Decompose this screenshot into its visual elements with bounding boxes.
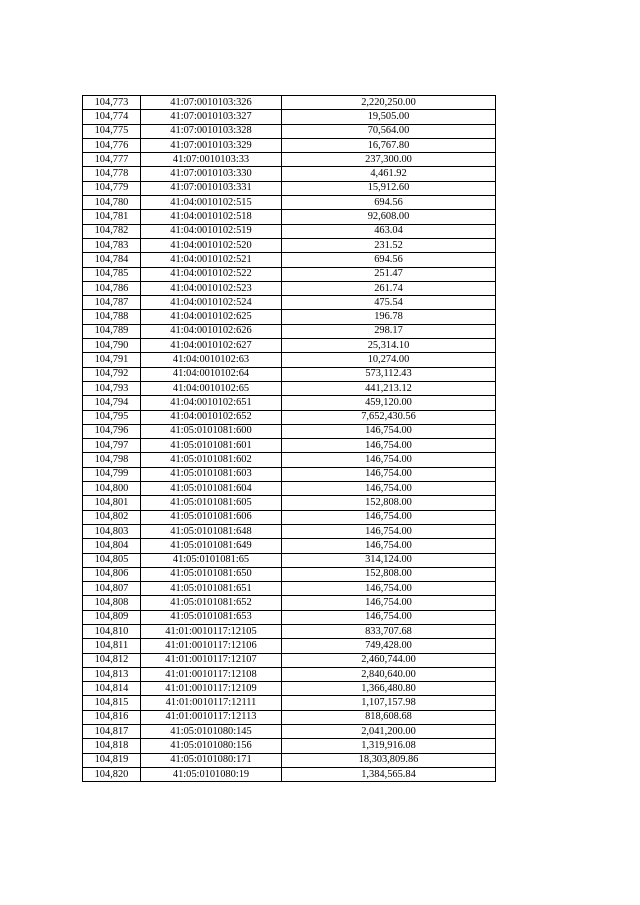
row-number-cell: 104,806 xyxy=(83,567,141,581)
table-row xyxy=(83,396,496,410)
table-row xyxy=(83,253,496,267)
table-row xyxy=(83,210,496,224)
value-cell: 146,754.00 xyxy=(282,482,496,496)
table-row xyxy=(83,739,496,753)
table-body xyxy=(83,96,496,782)
value-cell: 10,274.00 xyxy=(282,353,496,367)
table-row xyxy=(83,267,496,281)
row-number-cell: 104,800 xyxy=(83,482,141,496)
row-number-cell: 104,785 xyxy=(83,267,141,281)
table-row xyxy=(83,639,496,653)
cadastral-number-cell: 41:01:0010117:12105 xyxy=(141,624,282,638)
cadastral-number-cell: 41:07:0010103:330 xyxy=(141,167,282,181)
table-row xyxy=(83,181,496,195)
cadastral-number-cell: 41:05:0101081:603 xyxy=(141,467,282,481)
cadastral-number-cell: 41:05:0101080:156 xyxy=(141,739,282,753)
value-cell: 152,808.00 xyxy=(282,496,496,510)
value-cell: 146,754.00 xyxy=(282,582,496,596)
value-cell: 475.54 xyxy=(282,296,496,310)
value-cell: 146,754.00 xyxy=(282,439,496,453)
cadastral-number-cell: 41:05:0101081:606 xyxy=(141,510,282,524)
cadastral-number-cell: 41:05:0101081:652 xyxy=(141,596,282,610)
value-cell: 146,754.00 xyxy=(282,524,496,538)
value-cell: 146,754.00 xyxy=(282,510,496,524)
row-number-cell: 104,786 xyxy=(83,281,141,295)
table-row xyxy=(83,482,496,496)
table-row xyxy=(83,682,496,696)
cadastral-number-cell: 41:07:0010103:327 xyxy=(141,110,282,124)
table-row xyxy=(83,767,496,781)
cadastral-number-cell: 41:01:0010117:12106 xyxy=(141,639,282,653)
row-number-cell: 104,809 xyxy=(83,610,141,624)
value-cell: 749,428.00 xyxy=(282,639,496,653)
cadastral-number-cell: 41:04:0010102:518 xyxy=(141,210,282,224)
table-row xyxy=(83,367,496,381)
cadastral-number-cell: 41:01:0010117:12113 xyxy=(141,710,282,724)
value-cell: 4,461.92 xyxy=(282,167,496,181)
row-number-cell: 104,802 xyxy=(83,510,141,524)
value-cell: 146,754.00 xyxy=(282,424,496,438)
row-number-cell: 104,793 xyxy=(83,381,141,395)
table-row xyxy=(83,238,496,252)
table-row xyxy=(83,524,496,538)
table-row xyxy=(83,96,496,110)
table-row xyxy=(83,653,496,667)
cadastral-number-cell: 41:05:0101081:602 xyxy=(141,453,282,467)
cadastral-number-cell: 41:04:0010102:627 xyxy=(141,339,282,353)
value-cell: 2,220,250.00 xyxy=(282,96,496,110)
value-cell: 1,319,916.08 xyxy=(282,739,496,753)
value-cell: 463.04 xyxy=(282,224,496,238)
value-cell: 18,303,809.86 xyxy=(282,753,496,767)
table-row xyxy=(83,696,496,710)
table-row xyxy=(83,667,496,681)
cadastral-number-cell: 41:01:0010117:12109 xyxy=(141,682,282,696)
row-number-cell: 104,792 xyxy=(83,367,141,381)
row-number-cell: 104,813 xyxy=(83,667,141,681)
table-row xyxy=(83,167,496,181)
cadastral-value-table xyxy=(82,95,496,782)
table-row xyxy=(83,196,496,210)
cadastral-number-cell: 41:05:0101080:171 xyxy=(141,753,282,767)
value-cell: 441,213.12 xyxy=(282,381,496,395)
row-number-cell: 104,820 xyxy=(83,767,141,781)
row-number-cell: 104,797 xyxy=(83,439,141,453)
cadastral-number-cell: 41:07:0010103:326 xyxy=(141,96,282,110)
value-cell: 146,754.00 xyxy=(282,453,496,467)
cadastral-number-cell: 41:04:0010102:651 xyxy=(141,396,282,410)
cadastral-number-cell: 41:05:0101081:65 xyxy=(141,553,282,567)
value-cell: 7,652,430.56 xyxy=(282,410,496,424)
table-row xyxy=(83,324,496,338)
value-cell: 2,840,640.00 xyxy=(282,667,496,681)
row-number-cell: 104,812 xyxy=(83,653,141,667)
cadastral-number-cell: 41:01:0010117:12108 xyxy=(141,667,282,681)
value-cell: 146,754.00 xyxy=(282,610,496,624)
cadastral-number-cell: 41:05:0101081:601 xyxy=(141,439,282,453)
value-cell: 251.47 xyxy=(282,267,496,281)
row-number-cell: 104,789 xyxy=(83,324,141,338)
row-number-cell: 104,774 xyxy=(83,110,141,124)
table-row xyxy=(83,553,496,567)
value-cell: 19,505.00 xyxy=(282,110,496,124)
table-row xyxy=(83,725,496,739)
table-row xyxy=(83,496,496,510)
value-cell: 2,041,200.00 xyxy=(282,725,496,739)
cadastral-number-cell: 41:04:0010102:523 xyxy=(141,281,282,295)
table-row xyxy=(83,510,496,524)
table-row xyxy=(83,710,496,724)
cadastral-number-cell: 41:04:0010102:64 xyxy=(141,367,282,381)
cadastral-number-cell: 41:05:0101081:648 xyxy=(141,524,282,538)
table-row xyxy=(83,138,496,152)
cadastral-number-cell: 41:04:0010102:625 xyxy=(141,310,282,324)
row-number-cell: 104,794 xyxy=(83,396,141,410)
row-number-cell: 104,807 xyxy=(83,582,141,596)
cadastral-number-cell: 41:05:0101081:605 xyxy=(141,496,282,510)
cadastral-number-cell: 41:04:0010102:519 xyxy=(141,224,282,238)
row-number-cell: 104,804 xyxy=(83,539,141,553)
row-number-cell: 104,816 xyxy=(83,710,141,724)
cadastral-number-cell: 41:04:0010102:652 xyxy=(141,410,282,424)
table-row xyxy=(83,339,496,353)
table-row xyxy=(83,567,496,581)
row-number-cell: 104,779 xyxy=(83,181,141,195)
value-cell: 70,564.00 xyxy=(282,124,496,138)
cadastral-number-cell: 41:04:0010102:626 xyxy=(141,324,282,338)
table-row xyxy=(83,453,496,467)
cadastral-number-cell: 41:01:0010117:12111 xyxy=(141,696,282,710)
value-cell: 298.17 xyxy=(282,324,496,338)
table-row xyxy=(83,353,496,367)
cadastral-number-cell: 41:05:0101081:600 xyxy=(141,424,282,438)
row-number-cell: 104,795 xyxy=(83,410,141,424)
row-number-cell: 104,784 xyxy=(83,253,141,267)
row-number-cell: 104,819 xyxy=(83,753,141,767)
cadastral-number-cell: 41:05:0101081:651 xyxy=(141,582,282,596)
value-cell: 261.74 xyxy=(282,281,496,295)
cadastral-number-cell: 41:07:0010103:33 xyxy=(141,153,282,167)
value-cell: 231.52 xyxy=(282,238,496,252)
row-number-cell: 104,817 xyxy=(83,725,141,739)
cadastral-number-cell: 41:01:0010117:12107 xyxy=(141,653,282,667)
cadastral-number-cell: 41:04:0010102:65 xyxy=(141,381,282,395)
row-number-cell: 104,778 xyxy=(83,167,141,181)
table-row xyxy=(83,539,496,553)
row-number-cell: 104,773 xyxy=(83,96,141,110)
value-cell: 694.56 xyxy=(282,196,496,210)
table-row xyxy=(83,467,496,481)
row-number-cell: 104,796 xyxy=(83,424,141,438)
row-number-cell: 104,810 xyxy=(83,624,141,638)
value-cell: 196.78 xyxy=(282,310,496,324)
row-number-cell: 104,791 xyxy=(83,353,141,367)
table-row xyxy=(83,753,496,767)
cadastral-number-cell: 41:04:0010102:524 xyxy=(141,296,282,310)
table-row xyxy=(83,310,496,324)
row-number-cell: 104,780 xyxy=(83,196,141,210)
table-row xyxy=(83,424,496,438)
value-cell: 694.56 xyxy=(282,253,496,267)
table-row xyxy=(83,281,496,295)
table-row xyxy=(83,439,496,453)
value-cell: 1,384,565.84 xyxy=(282,767,496,781)
row-number-cell: 104,815 xyxy=(83,696,141,710)
cadastral-number-cell: 41:05:0101080:145 xyxy=(141,725,282,739)
row-number-cell: 104,811 xyxy=(83,639,141,653)
row-number-cell: 104,803 xyxy=(83,524,141,538)
value-cell: 833,707.68 xyxy=(282,624,496,638)
row-number-cell: 104,781 xyxy=(83,210,141,224)
value-cell: 237,300.00 xyxy=(282,153,496,167)
cadastral-number-cell: 41:05:0101081:649 xyxy=(141,539,282,553)
value-cell: 459,120.00 xyxy=(282,396,496,410)
cadastral-number-cell: 41:04:0010102:520 xyxy=(141,238,282,252)
value-cell: 818,608.68 xyxy=(282,710,496,724)
cadastral-number-cell: 41:04:0010102:522 xyxy=(141,267,282,281)
row-number-cell: 104,777 xyxy=(83,153,141,167)
table-row xyxy=(83,610,496,624)
row-number-cell: 104,776 xyxy=(83,138,141,152)
row-number-cell: 104,787 xyxy=(83,296,141,310)
value-cell: 314,124.00 xyxy=(282,553,496,567)
cadastral-number-cell: 41:05:0101081:653 xyxy=(141,610,282,624)
value-cell: 152,808.00 xyxy=(282,567,496,581)
value-cell: 146,754.00 xyxy=(282,539,496,553)
row-number-cell: 104,788 xyxy=(83,310,141,324)
cadastral-number-cell: 41:05:0101080:19 xyxy=(141,767,282,781)
value-cell: 146,754.00 xyxy=(282,467,496,481)
table-row xyxy=(83,381,496,395)
table-row xyxy=(83,410,496,424)
row-number-cell: 104,798 xyxy=(83,453,141,467)
cadastral-number-cell: 41:07:0010103:329 xyxy=(141,138,282,152)
row-number-cell: 104,775 xyxy=(83,124,141,138)
cadastral-number-cell: 41:07:0010103:331 xyxy=(141,181,282,195)
cadastral-number-cell: 41:04:0010102:515 xyxy=(141,196,282,210)
row-number-cell: 104,782 xyxy=(83,224,141,238)
cadastral-number-cell: 41:04:0010102:521 xyxy=(141,253,282,267)
table-row xyxy=(83,153,496,167)
value-cell: 92,608.00 xyxy=(282,210,496,224)
table-row xyxy=(83,110,496,124)
cadastral-number-cell: 41:05:0101081:604 xyxy=(141,482,282,496)
table-row xyxy=(83,624,496,638)
cadastral-number-cell: 41:07:0010103:328 xyxy=(141,124,282,138)
table-row xyxy=(83,596,496,610)
row-number-cell: 104,805 xyxy=(83,553,141,567)
value-cell: 2,460,744.00 xyxy=(282,653,496,667)
row-number-cell: 104,790 xyxy=(83,339,141,353)
cadastral-number-cell: 41:05:0101081:650 xyxy=(141,567,282,581)
value-cell: 1,366,480.80 xyxy=(282,682,496,696)
value-cell: 1,107,157.98 xyxy=(282,696,496,710)
value-cell: 16,767.80 xyxy=(282,138,496,152)
cadastral-number-cell: 41:04:0010102:63 xyxy=(141,353,282,367)
value-cell: 573,112.43 xyxy=(282,367,496,381)
table-row xyxy=(83,582,496,596)
table-row xyxy=(83,296,496,310)
row-number-cell: 104,808 xyxy=(83,596,141,610)
table-row xyxy=(83,224,496,238)
value-cell: 146,754.00 xyxy=(282,596,496,610)
table-row xyxy=(83,124,496,138)
row-number-cell: 104,801 xyxy=(83,496,141,510)
value-cell: 15,912.60 xyxy=(282,181,496,195)
row-number-cell: 104,783 xyxy=(83,238,141,252)
row-number-cell: 104,818 xyxy=(83,739,141,753)
row-number-cell: 104,814 xyxy=(83,682,141,696)
row-number-cell: 104,799 xyxy=(83,467,141,481)
value-cell: 25,314.10 xyxy=(282,339,496,353)
